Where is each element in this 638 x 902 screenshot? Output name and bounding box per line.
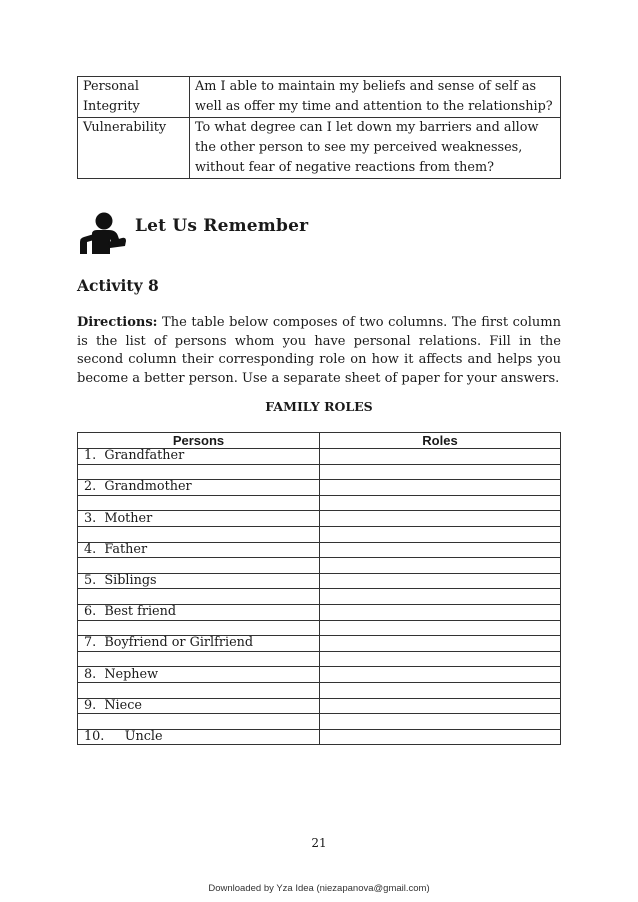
blank-cell (78, 682, 320, 698)
table-row (78, 449, 561, 465)
table-row (78, 729, 561, 745)
person-cell: 6. Best friend (78, 604, 320, 620)
blank-cell (78, 526, 320, 542)
family-roles-table (77, 432, 561, 745)
person-cell: 8. Nephew (78, 667, 320, 683)
table-row (78, 698, 561, 714)
table-row (78, 511, 561, 527)
table-row (78, 495, 561, 511)
table-row (78, 651, 561, 667)
table-row (78, 480, 561, 496)
directions-text: The table below composes of two columns. The first column is the list of persons whom you have personal relations. Fill in the second column their corresponding role on how it affects and helps you become a better person. Use a separate sheet of paper for your answers. (77, 315, 561, 386)
blank-cell (78, 714, 320, 730)
person-cell: 9. Niece (78, 698, 320, 714)
table-row (78, 636, 561, 652)
role-cell (320, 464, 561, 480)
header-roles: Roles (320, 433, 561, 449)
role-cell (320, 542, 561, 558)
person-cell: 10. Uncle (78, 729, 320, 745)
role-cell (320, 573, 561, 589)
role-cell (320, 698, 561, 714)
top-table (77, 76, 561, 179)
table-row (78, 573, 561, 589)
blank-cell (78, 589, 320, 605)
thinking-person-icon (78, 212, 128, 258)
role-cell (320, 480, 561, 496)
role-cell (320, 526, 561, 542)
role-cell (320, 449, 561, 465)
role-cell (320, 558, 561, 574)
person-cell: 2. Grandmother (78, 480, 320, 496)
table-row (78, 682, 561, 698)
term-cell: Personal Integrity (78, 77, 190, 118)
blank-cell (78, 464, 320, 480)
blank-cell (78, 651, 320, 667)
role-cell (320, 667, 561, 683)
role-cell (320, 651, 561, 667)
download-footer: Downloaded by Yza Idea (niezapanova@gmail.com) (208, 883, 430, 894)
role-cell (320, 682, 561, 698)
person-cell: 1. Grandfather (78, 449, 320, 465)
table-row (78, 526, 561, 542)
table-header-row (78, 433, 561, 449)
person-cell: 3. Mother (78, 511, 320, 527)
description-cell: Am I able to maintain my beliefs and sense of self as well as offer my time and attention to the relationship? (190, 77, 561, 118)
activity-title: Activity 8 (77, 276, 159, 295)
table-row (78, 542, 561, 558)
person-cell: 4. Father (78, 542, 320, 558)
directions-paragraph (77, 314, 561, 388)
table-row (78, 604, 561, 620)
table-title: FAMILY ROLES (265, 399, 373, 414)
table-row (78, 464, 561, 480)
header-persons: Persons (78, 433, 320, 449)
table-row (78, 620, 561, 636)
table-row (78, 558, 561, 574)
table-row (78, 77, 561, 118)
page-number: 21 (311, 836, 327, 850)
blank-cell (78, 495, 320, 511)
role-cell (320, 729, 561, 745)
table-row (78, 667, 561, 683)
role-cell (320, 620, 561, 636)
role-cell (320, 714, 561, 730)
section-heading: Let Us Remember (135, 216, 309, 236)
role-cell (320, 604, 561, 620)
role-cell (320, 589, 561, 605)
description-cell: To what degree can I let down my barriers and allow the other person to see my perceived weaknesses, without fear of negative reactions from them? (190, 118, 561, 179)
person-cell: 5. Siblings (78, 573, 320, 589)
role-cell (320, 636, 561, 652)
person-cell: 7. Boyfriend or Girlfriend (78, 636, 320, 652)
table-row (78, 589, 561, 605)
blank-cell (78, 558, 320, 574)
table-row (78, 714, 561, 730)
directions-label: Directions: (77, 315, 158, 330)
role-cell (320, 495, 561, 511)
role-cell (320, 511, 561, 527)
blank-cell (78, 620, 320, 636)
table-row (78, 118, 561, 179)
term-cell: Vulnerability (78, 118, 190, 179)
